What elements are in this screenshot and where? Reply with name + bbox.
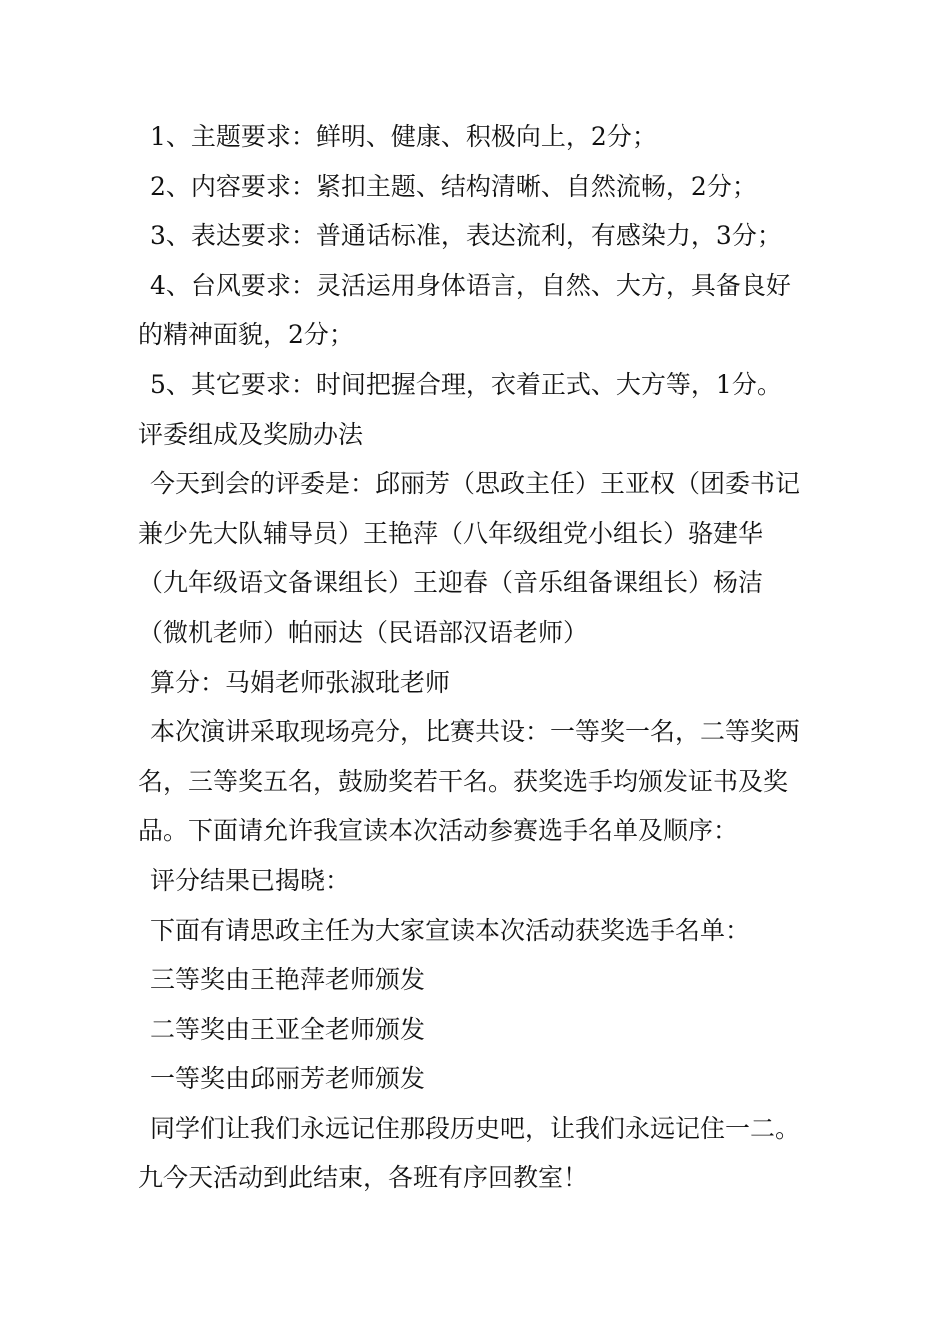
paragraph-line: 二等奖由王亚全老师颁发: [150, 1014, 426, 1044]
paragraph-line: 今天到会的评委是：邱丽芳（思政主任）王亚权（团委书记: [150, 469, 801, 499]
paragraph-line: 名，三等奖五名，鼓励奖若干名。获奖选手均颁发证书及奖: [138, 766, 789, 796]
paragraph-line: 同学们让我们永远记住那段历史吧，让我们永远记住一二。: [150, 1113, 801, 1143]
paragraph-line: 4、台风要求：灵活运用身体语言，自然、大方，具备良好: [150, 270, 791, 300]
paragraph-line: 的精神面貌，2分；: [138, 320, 354, 350]
section-heading: 评委组成及奖励办法: [138, 419, 364, 449]
paragraph-line: 5、其它要求：时间把握合理，衣着正式、大方等，1分。: [150, 369, 782, 399]
paragraph-line: 一等奖由邱丽芳老师颁发: [150, 1064, 426, 1094]
paragraph-line: 三等奖由王艳萍老师颁发: [150, 965, 426, 995]
paragraph-line: 评分结果已揭晓：: [150, 865, 351, 895]
paragraph-line: （九年级语文备课组长）王迎春（音乐组备课组长）杨洁: [138, 568, 764, 598]
paragraph-line: 本次演讲采取现场亮分，比赛共设：一等奖一名，二等奖两: [150, 717, 801, 747]
paragraph-line: 2、内容要求：紧扣主题、结构清晰、自然流畅，2分；: [150, 171, 757, 201]
document-body: [138, 112, 828, 1203]
paragraph-line: 品。下面请允许我宣读本次活动参赛选手名单及顺序：: [138, 816, 739, 846]
paragraph-line: 1、主题要求：鲜明、健康、积极向上，2分；: [150, 122, 657, 151]
paragraph-line: 3、表达要求：普通话标准，表达流利，有感染力，3分；: [150, 221, 782, 251]
paragraph-line: 算分：马娟老师张淑玭老师: [150, 667, 451, 697]
paragraph-line: 九今天活动到此结束，各班有序回教室！: [138, 1163, 589, 1193]
paragraph-line: 下面有请思政主任为大家宣读本次活动获奖选手名单：: [150, 915, 751, 945]
paragraph-line: （微机老师）帕丽达（民语部汉语老师）: [138, 617, 589, 647]
paragraph-line: 兼少先大队辅导员）王艳萍（八年级组党小组长）骆建华: [138, 518, 764, 548]
